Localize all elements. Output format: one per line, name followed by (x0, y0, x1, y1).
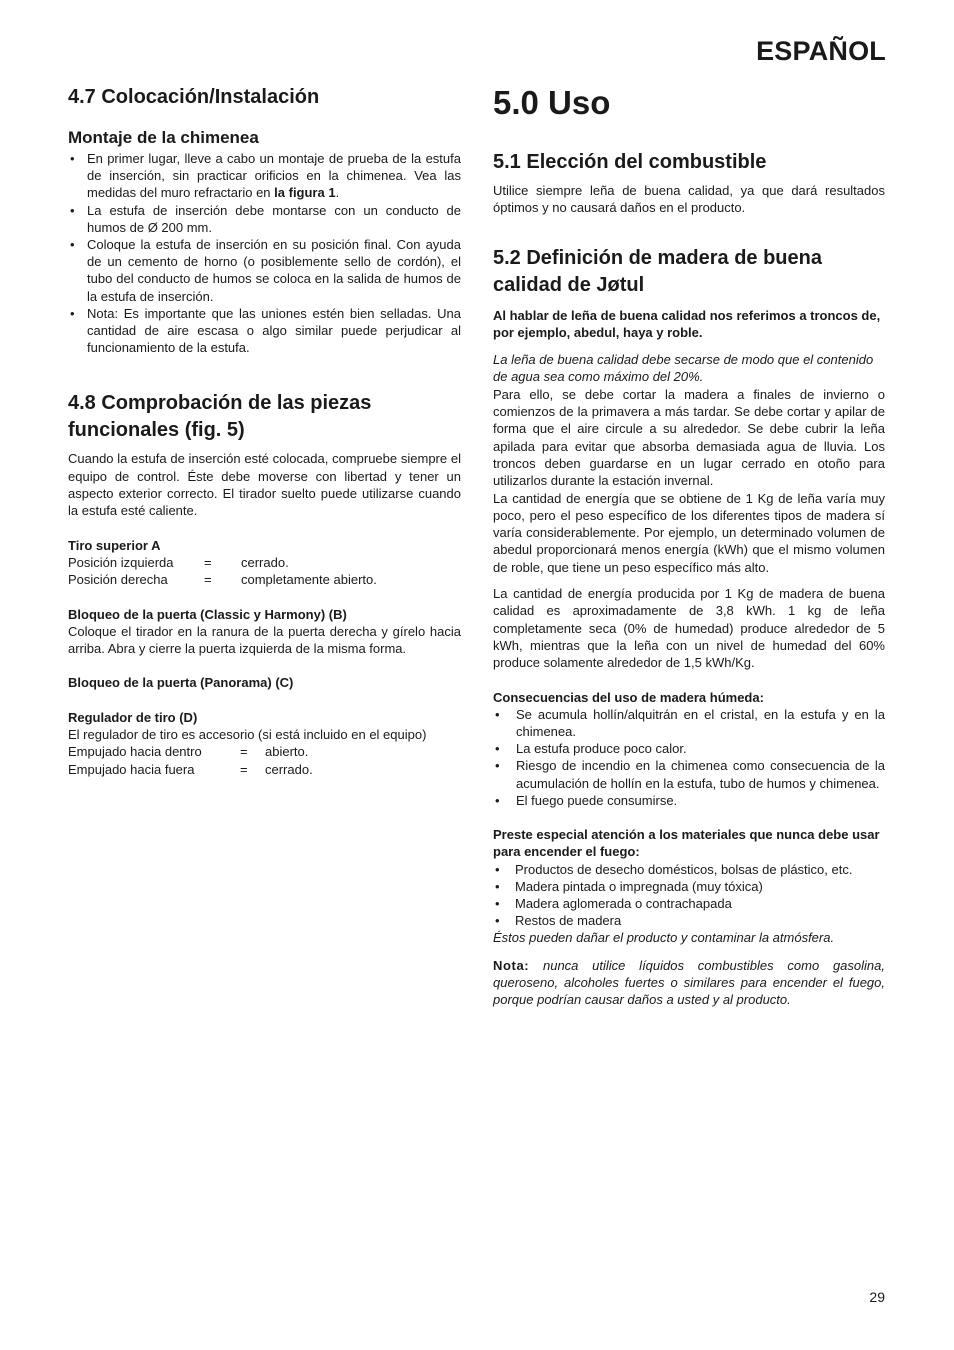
preste-title: Preste especial atención a los materiales que nunca debe usar para encender el fuego: (493, 827, 880, 860)
consecuencias-list (493, 706, 885, 809)
list-item: • Productos de desecho domésticos, bolsas de plástico, etc. (493, 861, 885, 878)
montaje-list (68, 150, 461, 356)
list-item: • El fuego puede consumirse. (493, 792, 885, 809)
section-4-8-text: Cuando la estufa de inserción esté colocada, compruebe siempre el equipo de control. Éste debe moverse con libertad y tener un aspecto exterior correcto. El tirador suelto puede utilizarse cuando la estufa esté caliente. (68, 451, 461, 519)
section-5-1-title: 5.1 Elección del combustible (493, 151, 767, 173)
section-5-2-italic: La leña de buena calidad debe secarse de modo que el contenido de agua sea como máximo del 20%. (493, 352, 874, 385)
section-4-8-title: 4.8 Comprobación de las piezas funcionales (fig. 5) (68, 392, 372, 442)
regulador-text: El regulador de tiro es accesorio (si está incluido en el equipo) (68, 727, 427, 742)
regulador-row-in: Empujado hacia dentro = abierto. (68, 744, 309, 760)
preste-warning: Éstos pueden dañar el producto y contaminar la atmósfera. (493, 930, 835, 946)
list-item: • La estufa de inserción debe montarse con un conducto de humos de Ø 200 mm. (68, 202, 461, 236)
left-column (68, 84, 461, 778)
list-item: • Riesgo de incendio en la chimenea como consecuencia de la acumulación de hollín en la estufa, tubo de humos y chimenea. (493, 757, 885, 791)
tiro-row-left: Posición izquierda = cerrado. (68, 554, 289, 570)
bloqueo-classic-text: Coloque el tirador en la ranura de la puerta derecha y gírelo hacia arriba. Abra y cierre la puerta izquierda de la misma forma. (68, 623, 461, 657)
section-5-1-text: Utilice siempre leña de buena calidad, ya que dará resultados óptimos y no causará daños en el producto. (493, 183, 885, 216)
tiro-title: Tiro superior A (68, 537, 161, 553)
tiro-row-right: Posición derecha = completamente abierto. (68, 572, 377, 588)
nota-label: Nota: (493, 957, 530, 973)
section-5-2-paragraph-3: La cantidad de energía producida por 1 Kg de madera de buena calidad es aproximadamente de 3,8 kWh. 1 kg de leña completamente seca (0% de humedad) produce alrededor de 5 kWh, mientras que la leña con un nivel de humedad del 60% produce solamente alrededor de 1,5 kWh/Kg. (493, 586, 885, 671)
section-4-7-title: 4.7 Colocación/Instalación (68, 86, 320, 108)
regulador-row-out: Empujado hacia fuera = cerrado. (68, 761, 313, 777)
page-number: 29 (869, 1289, 885, 1305)
nota-text: nunca utilice líquidos combustibles como gasolina, queroseno, alcoholes fuertes o similares para encender el fuego, porque podrían causar daños a usted y al producto. (493, 957, 885, 1008)
nota-paragraph (493, 957, 885, 1009)
list-item: • Madera aglomerada o contrachapada (493, 895, 885, 912)
section-5-2-lead: Al hablar de leña de buena calidad nos referimos a troncos de, por ejemplo, abedul, haya y roble. (493, 307, 881, 340)
list-item: • Madera pintada o impregnada (muy tóxica) (493, 878, 885, 895)
section-5-2-paragraph-1: Para ello, se debe cortar la madera a finales de invierno o comienzos de la primavera a más tardar. Se debe cortar y apilar de forma que el aire circule a su alrededor. Se debe cubrir la leña apilada para evitar que absorba demasiada agua de lluvia. Los troncos deben guardarse en un lugar cerrado en otoño para utilizarlos durante la estación invernal. (493, 386, 885, 489)
list-item: • Se acumula hollín/alquitrán en el cristal, en la estufa y en la chimenea. (493, 706, 885, 740)
montaje-title: Montaje de la chimenea (68, 128, 259, 147)
list-item: • Coloque la estufa de inserción en su posición final. Con ayuda de un cemento de horno (o posiblemente sello de cordón), el tubo del conducto de humos se coloca en la salida de humos de la estufa de inserción. (68, 236, 461, 305)
section-5-2-paragraph-2: La cantidad de energía que se obtiene de 1 Kg de leña varía muy poco, pero el peso específico de los diferentes tipos de madera sí varía considerablemente. Por ejemplo, un determinado volumen de abedul proporcionará menos energía (kWh) que el mismo volumen de roble, que tiene un peso específico más alto. (493, 490, 885, 575)
regulador-title: Regulador de tiro (D) (68, 709, 198, 725)
bloqueo-panorama-title: Bloqueo de la puerta (Panorama) (C) (68, 675, 294, 691)
language-header: ESPAÑOL (756, 36, 886, 66)
list-item: • Nota: Es importante que las uniones estén bien selladas. Una cantidad de aire escasa o algo similar puede perjudicar al funcionamiento de la estufa. (68, 305, 461, 357)
consecuencias-title: Consecuencias del uso de madera húmeda: (493, 689, 764, 705)
list-item: • Restos de madera (493, 912, 885, 929)
bloqueo-classic-title: Bloqueo de la puerta (Classic y Harmony) (B) (68, 606, 347, 622)
chapter-title: 5.0 Uso (493, 84, 611, 121)
section-5-2-title: 5.2 Definición de madera de buena calidad de Jøtul (493, 246, 822, 296)
list-item: • En primer lugar, lleve a cabo un montaje de prueba de la estufa de inserción, sin practicar orificios en la chimenea. Vea las medidas del muro refractario en la figura 1. (68, 150, 461, 202)
list-item: • La estufa produce poco calor. (493, 740, 885, 757)
preste-list (493, 861, 885, 930)
right-column (493, 80, 885, 1009)
